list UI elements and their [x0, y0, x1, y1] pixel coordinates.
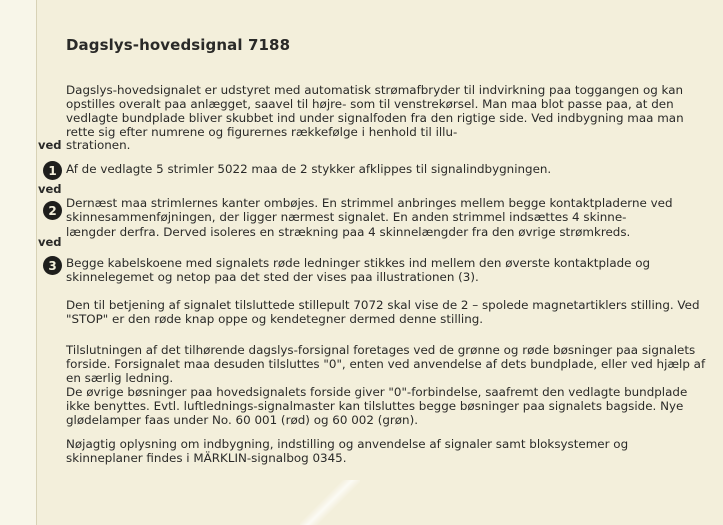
step-3-text: Begge kabelskoene med signalets røde ledninger stikkes ind mellem den øverste kontaktplade og skinnelegemet og netop paa det sted der vises paa illustrationen (3).	[66, 256, 651, 284]
step-number-badge: 2	[43, 201, 62, 220]
step-number-badge: 3	[43, 256, 62, 275]
oevrige-paragraph: De øvrige bøsninger paa hovedsignalets forside giver "0"-forbindelse, saafremt den vedlagte bundplade ikke benyttes. Evtl. luftlednings-signalmaster kan tilsluttes begge bøsninger paa signalets bagside. Nye glødelamper faas under No. 60 001 (rød) og 60 002 (grøn).	[66, 385, 688, 427]
margin-note-ved: ved	[38, 235, 62, 249]
document-title: Dagslys-hovedsignal 7188	[66, 36, 291, 54]
page-margin	[0, 0, 37, 525]
oplysning-paragraph: Nøjagtig oplysning om indbygning, indstilling og anvendelse af signaler samt bloksystemer og skinneplaner findes i MÄRKLIN-signalbog 0345.	[66, 437, 629, 465]
step-2-text: Dernæst maa strimlernes kanter ombøjes. En strimmel anbringes mellem begge kontaktpladerne ved skinnesammenføjningen, der ligger nærmest signalet. En anden strimmel indsættes 4 skinne-	[66, 196, 673, 224]
paper-fold	[300, 480, 360, 525]
intro-paragraph: Dagslys-hovedsignalet er udstyret med automatisk strømafbryder til indvirkning paa toggangen og kan opstilles overalt paa anlægget, saavel til højre- som til venstrekørsel. Man maa blot passe paa, at den vedlagte bundplade bliver skubbet ind under signalfoden fra den rigtige side. Ved indbygning maa man rette sig efter numrene og figurernes rækkefølge i henhold til illu-	[66, 83, 684, 139]
tilslutning-paragraph: Tilslutningen af det tilhørende dagslys-forsignal foretages ved de grønne og røde bøsninger paa signalets forside. Forsignalet maa desuden tilsluttes "0", enten ved anvendelse af dets bundplade, eller ved hjælp af en særlig ledning.	[66, 343, 706, 385]
margin-note-ved: ved	[38, 138, 62, 152]
step-2-text-end: længder derfra. Derved isoleres en strækning paa 4 skinnelængder fra den øvrige strømkreds.	[66, 225, 631, 239]
step-1-text: Af de vedlagte 5 strimler 5022 maa de 2 stykker afklippes til signalindbygningen.	[66, 162, 552, 176]
intro-paragraph-end: strationen.	[66, 138, 131, 152]
step-number-badge: 1	[43, 161, 62, 180]
betjening-paragraph: Den til betjening af signalet tilsluttede stillepult 7072 skal vise de 2 – spolede magnetartiklers stilling. Ved "STOP" er den røde knap oppe og kendetegner dermed denne stilling.	[66, 298, 700, 326]
margin-note-ved: ved	[38, 182, 62, 196]
